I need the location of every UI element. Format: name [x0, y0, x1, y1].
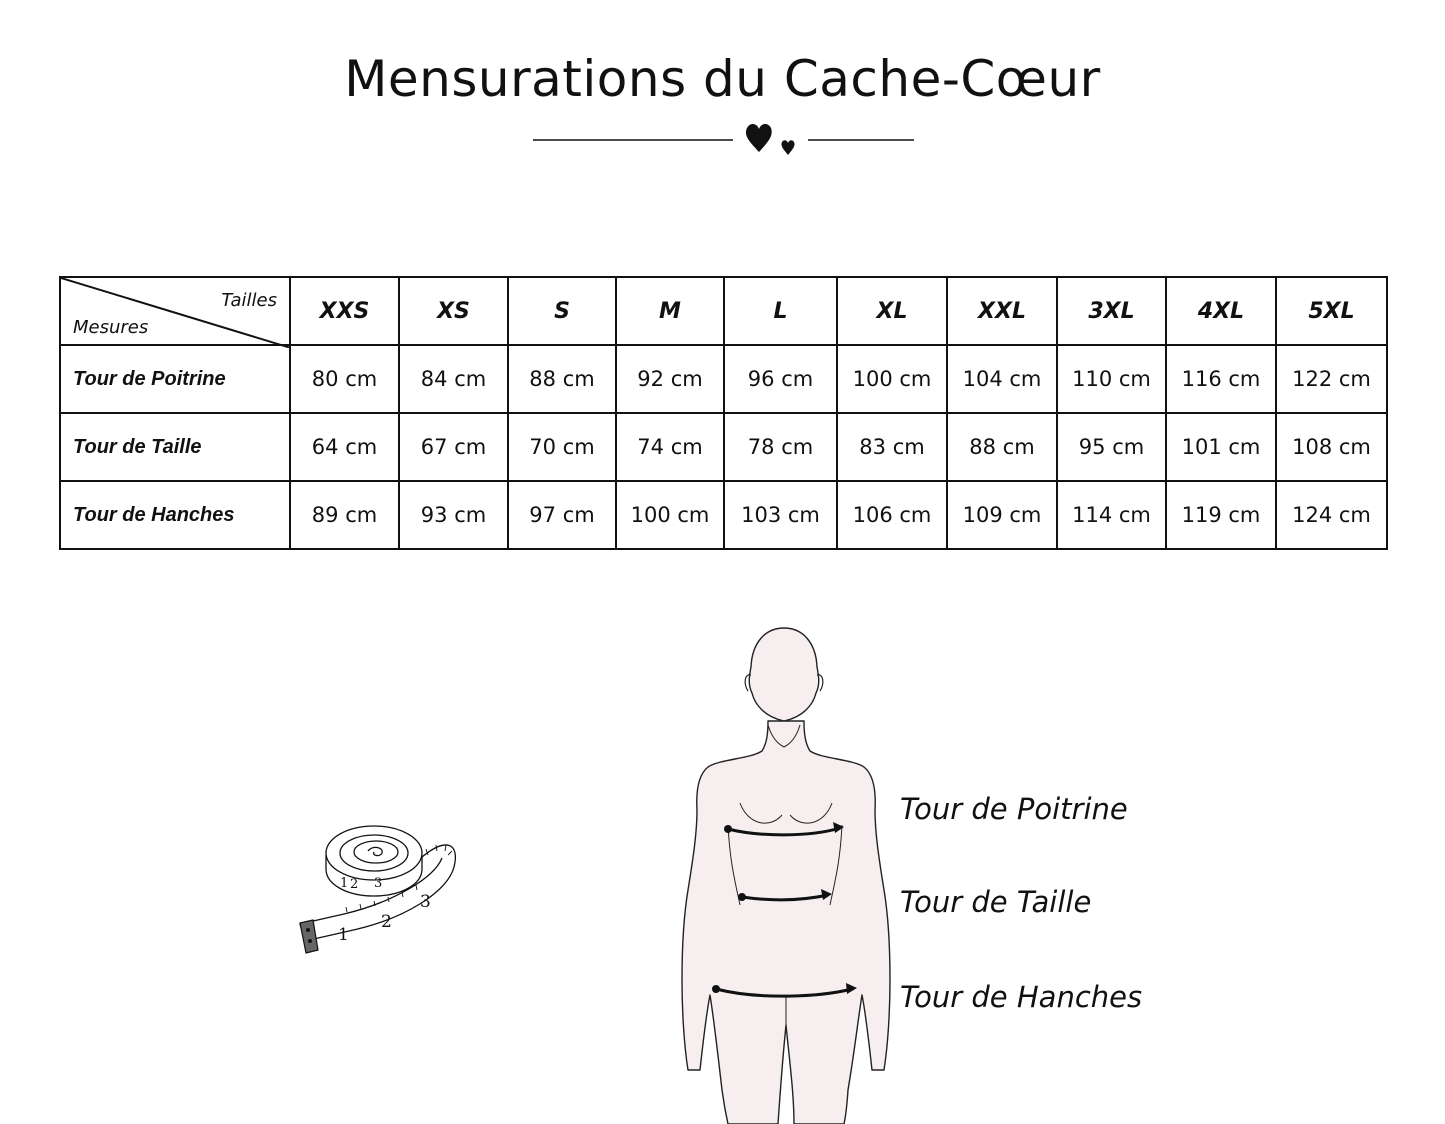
table-cell: 100 cm	[616, 481, 724, 549]
size-header: XXS	[290, 277, 399, 345]
tape-number: 3	[374, 876, 383, 891]
chest-label: Tour de Poitrine	[900, 792, 1128, 826]
heart-icon	[781, 140, 794, 155]
table-cell: 104 cm	[947, 345, 1057, 413]
row-label: Tour de Hanches	[60, 481, 290, 549]
table-cell: 97 cm	[508, 481, 616, 549]
tape-number: 1	[340, 876, 349, 891]
table-cell: 95 cm	[1057, 413, 1166, 481]
tape-tab	[300, 920, 318, 953]
table-cell: 119 cm	[1166, 481, 1276, 549]
table-cell: 124 cm	[1276, 481, 1387, 549]
hips-label: Tour de Hanches	[900, 980, 1143, 1014]
table-cell: 74 cm	[616, 413, 724, 481]
size-table	[59, 276, 1388, 550]
table-cell: 116 cm	[1166, 345, 1276, 413]
size-header: M	[616, 277, 724, 345]
table-cell: 88 cm	[508, 345, 616, 413]
table-cell: 106 cm	[837, 481, 947, 549]
table-cell: 64 cm	[290, 413, 399, 481]
size-header: XL	[837, 277, 947, 345]
size-header: XXL	[947, 277, 1057, 345]
table-row	[60, 413, 1387, 481]
table-row	[60, 481, 1387, 549]
tape-number: 2	[350, 877, 359, 892]
tape-number: 1	[338, 925, 349, 945]
table-cell: 88 cm	[947, 413, 1057, 481]
table-cell: 109 cm	[947, 481, 1057, 549]
page-title: Mensurations du Cache-Cœur	[344, 50, 1101, 108]
table-cell: 80 cm	[290, 345, 399, 413]
waist-label: Tour de Taille	[900, 885, 1092, 919]
size-header: S	[508, 277, 616, 345]
row-label: Tour de Taille	[60, 413, 290, 481]
table-cell: 70 cm	[508, 413, 616, 481]
size-header: 3XL	[1057, 277, 1166, 345]
table-cell: 67 cm	[399, 413, 508, 481]
table-cell: 92 cm	[616, 345, 724, 413]
table-cell: 96 cm	[724, 345, 837, 413]
body-outline	[749, 628, 819, 721]
size-header: XS	[399, 277, 508, 345]
size-header: 5XL	[1276, 277, 1387, 345]
heart-divider	[530, 118, 920, 163]
corner-label-sizes: Tailles	[221, 290, 277, 311]
table-cell: 83 cm	[837, 413, 947, 481]
table-cell: 103 cm	[724, 481, 837, 549]
corner-cell	[60, 277, 290, 345]
table-row	[60, 345, 1387, 413]
size-header: L	[724, 277, 837, 345]
table-cell: 101 cm	[1166, 413, 1276, 481]
tape-number: 2	[381, 912, 392, 932]
heart-icon	[746, 124, 772, 152]
table-cell: 78 cm	[724, 413, 837, 481]
size-header: 4XL	[1166, 277, 1276, 345]
table-cell: 89 cm	[290, 481, 399, 549]
table-cell: 110 cm	[1057, 345, 1166, 413]
table-cell: 93 cm	[399, 481, 508, 549]
table-cell: 84 cm	[399, 345, 508, 413]
table-cell: 114 cm	[1057, 481, 1166, 549]
table-header-row	[60, 277, 1387, 345]
table-cell: 122 cm	[1276, 345, 1387, 413]
row-label: Tour de Poitrine	[60, 345, 290, 413]
corner-label-measures: Mesures	[73, 317, 149, 338]
table-cell: 100 cm	[837, 345, 947, 413]
tape-number: 3	[420, 892, 431, 912]
table-cell: 108 cm	[1276, 413, 1387, 481]
body-silhouette	[670, 625, 900, 1124]
measuring-tape-icon	[296, 815, 476, 965]
